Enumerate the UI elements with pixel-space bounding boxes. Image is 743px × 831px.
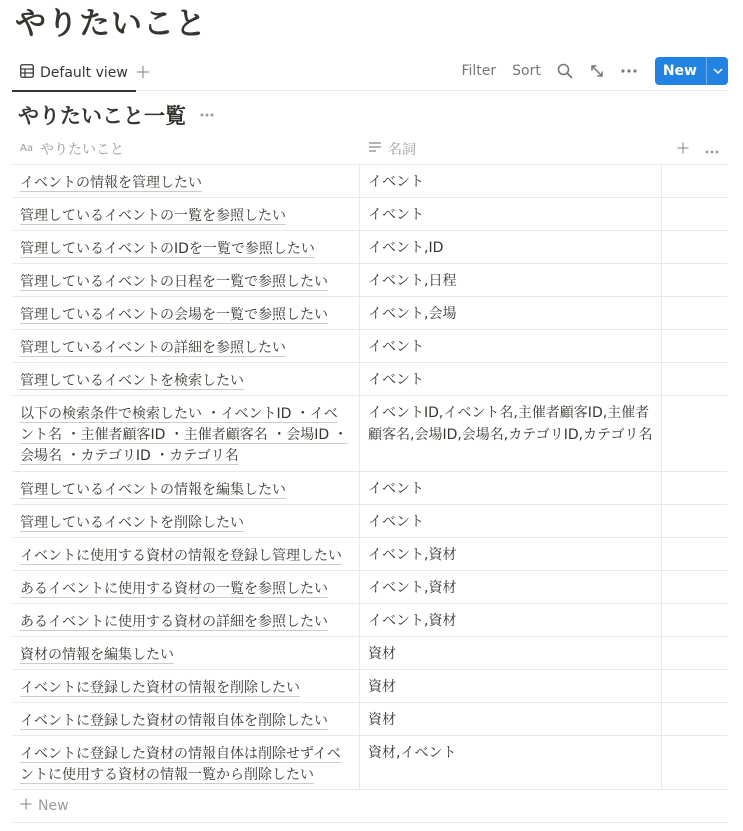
task-text[interactable]: イベントに登録した資材の情報自体を削除したい <box>20 713 328 729</box>
nouns-text: イベント <box>368 514 424 530</box>
cell-nouns[interactable] <box>360 571 662 603</box>
expand-icon[interactable] <box>587 61 607 81</box>
task-text[interactable]: 管理しているイベントの日程を一覧で参照したい <box>20 274 328 290</box>
table-header <box>12 132 727 165</box>
nouns-text: イベントID,イベント名,主催者顧客ID,主催者顧客名,会場ID,会場名,カテゴリID,カテゴリ名 <box>368 405 653 443</box>
nouns-text: イベント <box>368 481 424 497</box>
column-label: 名詞 <box>388 141 416 158</box>
cell-task[interactable] <box>12 736 360 789</box>
table-row[interactable] <box>12 472 727 505</box>
table-row[interactable] <box>12 736 727 790</box>
column-header-task[interactable] <box>20 132 124 165</box>
table-row[interactable] <box>12 264 727 297</box>
task-text[interactable]: 管理しているイベントの詳細を参照したい <box>20 340 286 356</box>
nouns-text: イベント,会場 <box>368 306 457 322</box>
cell-task[interactable] <box>12 165 360 197</box>
column-header-nouns[interactable] <box>368 132 416 165</box>
task-text[interactable]: あるイベントに使用する資材の詳細を参照したい <box>20 614 328 630</box>
table-row[interactable] <box>12 637 727 670</box>
cell-nouns[interactable] <box>360 637 662 669</box>
new-button-group <box>655 57 728 85</box>
add-column-icon[interactable] <box>677 139 689 158</box>
cell-nouns[interactable] <box>360 165 662 197</box>
text-lines-icon <box>368 141 382 157</box>
table-icon <box>20 64 34 82</box>
task-text[interactable]: 管理しているイベントの会場を一覧で参照したい <box>20 307 328 323</box>
table-row[interactable] <box>12 703 727 736</box>
database-title-row <box>18 99 214 131</box>
cell-task[interactable] <box>12 264 360 296</box>
cell-nouns[interactable] <box>360 231 662 263</box>
nouns-text: イベント <box>368 339 424 355</box>
nouns-text: 資材 <box>368 679 396 695</box>
cell-nouns[interactable] <box>360 472 662 504</box>
cell-task[interactable] <box>12 505 360 537</box>
sort-button[interactable]: Sort <box>512 63 541 79</box>
nouns-text: 資材 <box>368 646 396 662</box>
table-row[interactable] <box>12 396 727 472</box>
task-text[interactable]: 資材の情報を編集したい <box>20 647 174 663</box>
task-text[interactable]: 管理しているイベントの一覧を参照したい <box>20 208 286 224</box>
database-more-icon[interactable] <box>200 113 214 117</box>
chevron-down-icon[interactable] <box>706 57 728 85</box>
column-more-icon[interactable] <box>705 139 719 158</box>
task-text[interactable]: 管理しているイベントのIDを一覧で参照したい <box>20 241 315 257</box>
tab-default-view[interactable] <box>12 55 136 91</box>
cell-task[interactable] <box>12 670 360 702</box>
nouns-text: 資材 <box>368 712 396 728</box>
task-text[interactable]: 管理しているイベントの情報を編集したい <box>20 482 286 498</box>
active-tab-indicator <box>12 90 136 92</box>
nouns-text: イベント,ID <box>368 240 444 256</box>
cell-task[interactable] <box>12 604 360 636</box>
more-options-icon[interactable] <box>619 61 639 81</box>
header-actions <box>677 132 719 165</box>
cell-task[interactable] <box>12 637 360 669</box>
nouns-text: イベント <box>368 372 424 388</box>
task-text[interactable]: あるイベントに使用する資材の一覧を参照したい <box>20 581 328 597</box>
nouns-text: イベント,資材 <box>368 580 457 596</box>
task-text[interactable]: 管理しているイベントを削除したい <box>20 515 244 531</box>
cell-task[interactable] <box>12 396 360 471</box>
cell-nouns[interactable] <box>360 670 662 702</box>
nouns-text: イベント,資材 <box>368 613 457 629</box>
table-row[interactable] <box>12 538 727 571</box>
cell-nouns[interactable] <box>360 505 662 537</box>
title-aa-icon <box>20 141 34 157</box>
table-row[interactable] <box>12 505 727 538</box>
cell-nouns[interactable] <box>360 330 662 362</box>
table-row[interactable] <box>12 330 727 363</box>
table-row[interactable] <box>12 604 727 637</box>
cell-nouns[interactable] <box>360 264 662 296</box>
cell-nouns[interactable] <box>360 703 662 735</box>
task-text[interactable]: イベントに登録した資材の情報を削除したい <box>20 680 300 696</box>
nouns-text: イベント <box>368 174 424 190</box>
task-text[interactable]: 以下の検索条件で検索したい ・イベントID ・イベント名 ・主催者顧客ID ・主催者顧客名 ・会場ID ・会場名 ・カテゴリID ・カテゴリ名 <box>20 406 348 464</box>
cell-nouns[interactable] <box>360 604 662 636</box>
cell-task[interactable] <box>12 297 360 329</box>
cell-nouns[interactable] <box>360 363 662 395</box>
cell-task[interactable] <box>12 198 360 230</box>
nouns-text: イベント,資材 <box>368 547 457 563</box>
column-label: やりたいこと <box>40 141 124 158</box>
table-row[interactable] <box>12 363 727 396</box>
table-row[interactable] <box>12 571 727 604</box>
cell-nouns[interactable] <box>360 736 662 789</box>
nouns-text: イベント <box>368 207 424 223</box>
filter-button[interactable]: Filter <box>461 63 497 79</box>
database-title[interactable]: やりたいこと一覧 <box>18 104 186 128</box>
table-row[interactable] <box>12 198 727 231</box>
cell-task[interactable] <box>12 538 360 570</box>
task-text[interactable]: イベントに登録した資材の情報自体は削除せずイベントに使用する資材の情報一覧から削除したい <box>20 746 341 783</box>
table-row[interactable] <box>12 231 727 264</box>
add-row-label: New <box>38 798 69 814</box>
cell-nouns[interactable] <box>360 538 662 570</box>
table-row[interactable] <box>12 297 727 330</box>
nouns-text: 資材,イベント <box>368 745 457 761</box>
cell-nouns[interactable] <box>360 396 662 471</box>
toolbar <box>445 56 728 86</box>
task-text[interactable]: イベントの情報を管理したい <box>20 175 202 191</box>
svg-text:Aa: Aa <box>20 142 33 153</box>
cell-task[interactable] <box>12 472 360 504</box>
add-view-icon[interactable] <box>132 59 154 85</box>
search-icon[interactable] <box>555 61 575 81</box>
cell-task[interactable] <box>12 571 360 603</box>
add-row-button[interactable] <box>12 790 727 823</box>
database-table <box>12 132 727 823</box>
page-title[interactable]: やりたいこと <box>15 6 207 42</box>
cell-task[interactable] <box>12 703 360 735</box>
cell-task[interactable] <box>12 330 360 362</box>
tab-label: Default view <box>40 65 128 81</box>
table-row[interactable] <box>12 165 727 198</box>
cell-task[interactable] <box>12 231 360 263</box>
table-body <box>12 165 727 790</box>
task-text[interactable]: 管理しているイベントを検索したい <box>20 373 244 389</box>
cell-nouns[interactable] <box>360 198 662 230</box>
view-bar <box>12 55 728 91</box>
nouns-text: イベント,日程 <box>368 273 457 289</box>
plus-icon <box>20 798 32 814</box>
table-row[interactable] <box>12 670 727 703</box>
cell-task[interactable] <box>12 363 360 395</box>
new-button[interactable]: New <box>662 63 697 79</box>
task-text[interactable]: イベントに使用する資材の情報を登録し管理したい <box>20 548 342 564</box>
cell-nouns[interactable] <box>360 297 662 329</box>
